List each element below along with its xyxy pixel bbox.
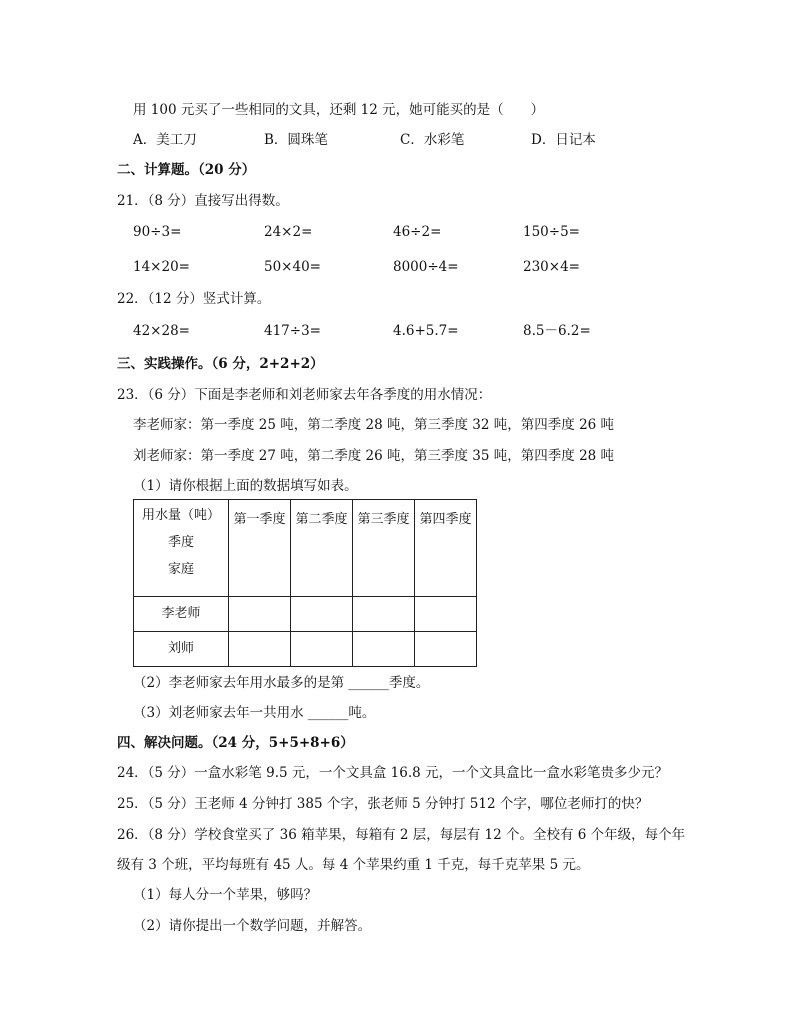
q21-item: 150÷5= — [523, 224, 580, 240]
q26-line1: 26．（8 分）学校食堂买了 36 箱苹果，每箱有 2 层，每层有 12 个。全校有 6 个年级，每个年 — [117, 827, 686, 843]
q22-item: 8.5－6.2= — [523, 323, 591, 339]
q21-header: 21．（8 分）直接写出得数。 — [117, 193, 289, 209]
q26-line2: 级有 3 个班，平均每班有 45 人。每 4 个苹果约重 1 千克，每千克苹果 5 元。 — [117, 857, 590, 873]
table-blank-cell[interactable] — [291, 632, 353, 667]
q22-header: 22．（12 分）竖式计算。 — [117, 291, 271, 307]
header-quarter-label: 季度 — [167, 535, 194, 550]
q23-sub2: （2）李老师家去年用水最多的是第 ______季度。 — [133, 675, 430, 691]
table-blank-cell[interactable] — [291, 597, 353, 632]
q20-option-d: D．日记本 — [531, 132, 596, 148]
q25: 25．（5 分）王老师 4 分钟打 385 个字，张老师 5 分钟打 512 个字，哪位老师打的快？ — [117, 796, 649, 812]
q26-sub2: （2）请你提出一个数学问题，并解答。 — [133, 918, 372, 934]
table-diagonal-header — [134, 500, 229, 597]
q26-sub1: （1）每人分一个苹果，够吗？ — [133, 887, 318, 903]
q21-item: 24×2= — [264, 224, 313, 240]
q24: 24．（5 分）一盒水彩笔 9.5 元，一个文具盒 16.8 元，一个文具盒比一盒水彩笔贵多少元？ — [117, 765, 669, 781]
q21-item: 230×4= — [523, 259, 580, 275]
q23-li-data: 李老师家：第一季度 25 吨，第二季度 28 吨，第三季度 32 吨，第四季度 26 吨 — [133, 417, 615, 433]
table-blank-cell[interactable] — [229, 632, 291, 667]
water-usage-table — [133, 499, 477, 667]
header-usage-label: 用水量（吨） — [141, 508, 220, 523]
table-row-label-liu: 刘师 — [134, 632, 229, 667]
table-blank-cell[interactable] — [229, 597, 291, 632]
table-header-quarter: 第四季度 — [415, 500, 477, 597]
table-row-label-li: 李老师 — [134, 597, 229, 632]
table-header-quarter: 第三季度 — [353, 500, 415, 597]
q21-item: 46÷2= — [393, 224, 442, 240]
q21-item: 14×20= — [133, 259, 190, 275]
section4-title: 四、解决问题。（24 分，5+5+8+6） — [117, 735, 354, 751]
table-blank-cell[interactable] — [415, 632, 477, 667]
q20-option-c: C．水彩笔 — [400, 132, 465, 148]
q23-header: 23．（6 分）下面是李老师和刘老师家去年各季度的用水情况： — [117, 387, 492, 403]
table-header-quarter: 第二季度 — [291, 500, 353, 597]
table-blank-cell[interactable] — [415, 597, 477, 632]
q21-item: 50×40= — [264, 259, 321, 275]
q21-item: 8000÷4= — [393, 259, 459, 275]
q23-liu-data: 刘老师家：第一季度 27 吨，第二季度 26 吨，第三季度 35 吨，第四季度 28 吨 — [133, 448, 615, 464]
q22-item: 417÷3= — [264, 323, 321, 339]
q22-item: 4.6+5.7= — [393, 323, 459, 339]
table-blank-cell[interactable] — [353, 597, 415, 632]
table-header-quarter: 第一季度 — [229, 500, 291, 597]
table-blank-cell[interactable] — [353, 632, 415, 667]
q23-sub3: （3）刘老师家去年一共用水 ______吨。 — [133, 705, 376, 721]
q20-option-b: B．圆珠笔 — [264, 132, 328, 148]
q20-stem: 用 100 元买了一些相同的文具，还剩 12 元，她可能买的是（ ） — [133, 102, 545, 118]
q23-sub1: （1）请你根据上面的数据填写如表。 — [133, 478, 358, 494]
q21-item: 90÷3= — [133, 224, 182, 240]
q20-option-a: A．美工刀 — [133, 132, 197, 148]
section3-title: 三、实践操作。（6 分，2+2+2） — [117, 356, 324, 372]
section2-title: 二、计算题。（20 分） — [117, 162, 256, 178]
header-family-label: 家庭 — [167, 562, 194, 577]
q22-item: 42×28= — [133, 323, 190, 339]
